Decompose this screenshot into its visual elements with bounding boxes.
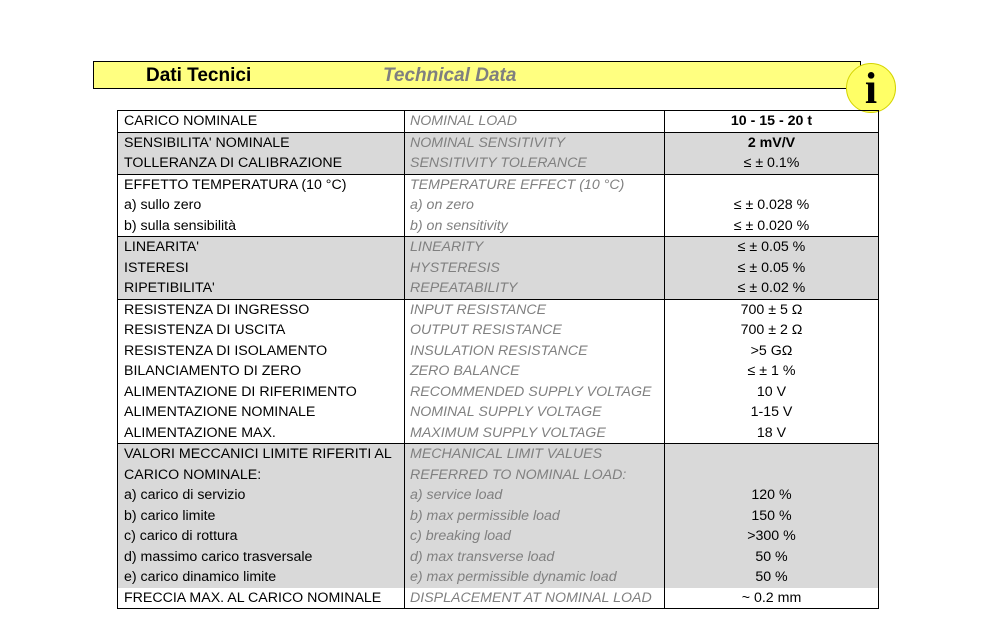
param-value	[665, 174, 879, 195]
param-label-it: c) carico di rottura	[118, 526, 405, 547]
param-label-it: VALORI MECCANICI LIMITE RIFERITI AL	[118, 444, 405, 465]
table-row	[118, 111, 879, 133]
param-value: 1-15 V	[665, 402, 879, 423]
param-value: 700 ± 2 Ω	[665, 320, 879, 341]
param-value: 18 V	[665, 423, 879, 444]
param-label-en: TEMPERATURE EFFECT (10 °C)	[405, 174, 665, 195]
param-label-it: LINEARITA'	[118, 237, 405, 258]
param-label-en: NOMINAL LOAD	[405, 111, 665, 133]
param-value: >300 %	[665, 526, 879, 547]
param-label-en: MAXIMUM SUPPLY VOLTAGE	[405, 423, 665, 444]
table-row	[118, 588, 879, 609]
param-label-en: RECOMMENDED SUPPLY VOLTAGE	[405, 382, 665, 403]
param-value: 2 mV/V	[665, 132, 879, 153]
table-row	[118, 258, 879, 279]
param-label-it: d) massimo carico trasversale	[118, 547, 405, 568]
param-label-en: HYSTERESIS	[405, 258, 665, 279]
param-label-en: ZERO BALANCE	[405, 361, 665, 382]
param-value: 700 ± 5 Ω	[665, 299, 879, 320]
table-row	[118, 485, 879, 506]
param-label-en: REPEATABILITY	[405, 278, 665, 299]
param-label-en: REFERRED TO NOMINAL LOAD:	[405, 465, 665, 486]
table-row	[118, 567, 879, 588]
technical-data-table	[117, 110, 879, 609]
param-label-en: MECHANICAL LIMIT VALUES	[405, 444, 665, 465]
table-row	[118, 237, 879, 258]
table-row	[118, 382, 879, 403]
param-value: ≤ ± 0.02 %	[665, 278, 879, 299]
table-row	[118, 506, 879, 527]
param-value: 10 - 15 - 20 t	[665, 111, 879, 133]
param-label-it: CARICO NOMINALE	[118, 111, 405, 133]
param-value: ≤ ± 0.020 %	[665, 216, 879, 237]
table-row	[118, 195, 879, 216]
table-row	[118, 174, 879, 195]
param-label-en: DISPLACEMENT AT NOMINAL LOAD	[405, 588, 665, 609]
table-row	[118, 153, 879, 174]
param-value: >5 GΩ	[665, 341, 879, 362]
param-value	[665, 465, 879, 486]
section-title-english: Technical Data	[383, 65, 517, 86]
table-row	[118, 423, 879, 444]
param-value: 10 V	[665, 382, 879, 403]
param-label-it: RESISTENZA DI USCITA	[118, 320, 405, 341]
param-value: ≤ ± 0.05 %	[665, 258, 879, 279]
param-label-it: SENSIBILITA' NOMINALE	[118, 132, 405, 153]
param-label-it: RESISTENZA DI ISOLAMENTO	[118, 341, 405, 362]
table-row	[118, 278, 879, 299]
param-value: 150 %	[665, 506, 879, 527]
param-label-en: LINEARITY	[405, 237, 665, 258]
param-label-en: a) on zero	[405, 195, 665, 216]
table-row	[118, 547, 879, 568]
param-label-it: TOLLERANZA DI CALIBRAZIONE	[118, 153, 405, 174]
param-label-en: OUTPUT RESISTANCE	[405, 320, 665, 341]
param-label-en: NOMINAL SUPPLY VOLTAGE	[405, 402, 665, 423]
param-label-it: a) sullo zero	[118, 195, 405, 216]
param-value: 50 %	[665, 567, 879, 588]
param-label-it: RIPETIBILITA'	[118, 278, 405, 299]
param-label-it: FRECCIA MAX. AL CARICO NOMINALE	[118, 588, 405, 609]
param-label-it: ALIMENTAZIONE NOMINALE	[118, 402, 405, 423]
param-label-it: CARICO NOMINALE:	[118, 465, 405, 486]
param-label-it: ISTERESI	[118, 258, 405, 279]
param-label-en: b) max permissible load	[405, 506, 665, 527]
param-value: ≤ ± 1 %	[665, 361, 879, 382]
info-icon: i	[846, 63, 896, 113]
table-row	[118, 361, 879, 382]
table-row	[118, 216, 879, 237]
param-label-en: NOMINAL SENSITIVITY	[405, 132, 665, 153]
section-header	[93, 61, 861, 89]
table-row	[118, 402, 879, 423]
param-label-en: b) on sensitivity	[405, 216, 665, 237]
param-label-en: INPUT RESISTANCE	[405, 299, 665, 320]
param-label-it: b) carico limite	[118, 506, 405, 527]
param-value: ≤ ± 0.028 %	[665, 195, 879, 216]
param-label-it: BILANCIAMENTO DI ZERO	[118, 361, 405, 382]
table-row	[118, 526, 879, 547]
table-row	[118, 465, 879, 486]
section-title-italian: Dati Tecnici	[146, 65, 252, 86]
param-label-it: ALIMENTAZIONE DI RIFERIMENTO	[118, 382, 405, 403]
param-label-it: b) sulla sensibilità	[118, 216, 405, 237]
param-value: ~ 0.2 mm	[665, 588, 879, 609]
table-row	[118, 341, 879, 362]
param-label-it: ALIMENTAZIONE MAX.	[118, 423, 405, 444]
table-row	[118, 299, 879, 320]
param-value: 120 %	[665, 485, 879, 506]
param-value: 50 %	[665, 547, 879, 568]
table-row	[118, 132, 879, 153]
param-label-it: a) carico di servizio	[118, 485, 405, 506]
table-row	[118, 444, 879, 465]
param-label-it: e) carico dinamico limite	[118, 567, 405, 588]
param-label-en: e) max permissible dynamic load	[405, 567, 665, 588]
param-value: ≤ ± 0.1%	[665, 153, 879, 174]
param-value	[665, 444, 879, 465]
param-label-it: RESISTENZA DI INGRESSO	[118, 299, 405, 320]
param-label-en: SENSITIVITY TOLERANCE	[405, 153, 665, 174]
param-label-en: a) service load	[405, 485, 665, 506]
param-value: ≤ ± 0.05 %	[665, 237, 879, 258]
param-label-en: INSULATION RESISTANCE	[405, 341, 665, 362]
param-label-it: EFFETTO TEMPERATURA (10 °C)	[118, 174, 405, 195]
param-label-en: c) breaking load	[405, 526, 665, 547]
param-label-en: d) max transverse load	[405, 547, 665, 568]
table-row	[118, 320, 879, 341]
